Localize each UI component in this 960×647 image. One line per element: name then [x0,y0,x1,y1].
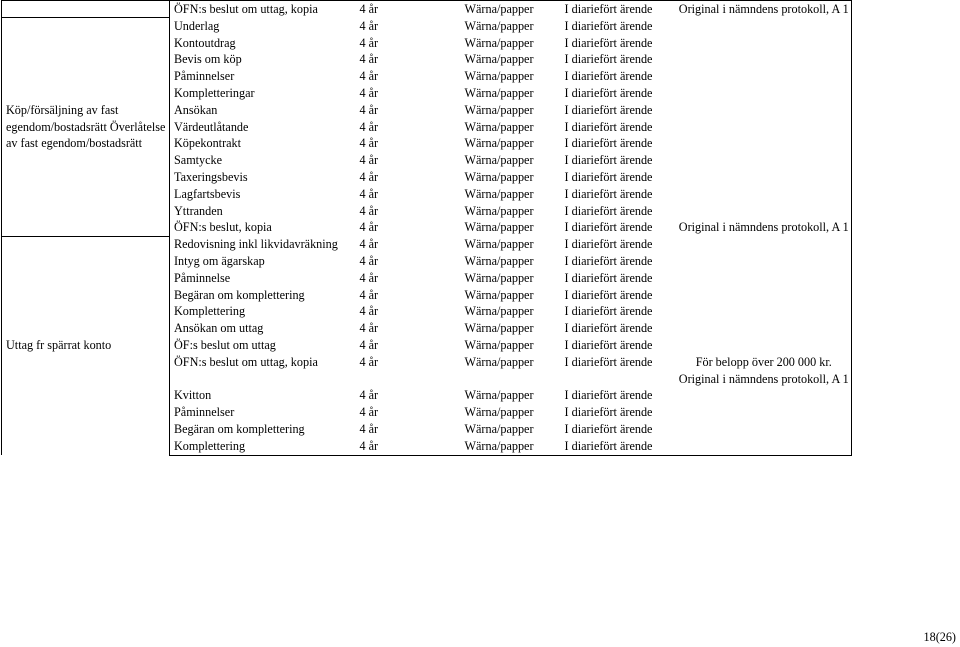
document-type-cell: Samtycke [174,153,223,168]
retention-time-cell: 4 år [359,388,379,403]
storage-place-cell: I diariefört ärende [564,35,653,50]
retention-time-cell: 4 år [359,321,379,336]
retention-time-cell: 4 år [359,186,379,201]
medium-cell: Wärna/papper [464,18,534,33]
medium-cell: Wärna/papper [464,388,534,403]
document-type-cell: Taxeringsbevis [174,169,248,184]
note-cell: Original i nämndens protokoll, A 1 [677,1,852,18]
document-type-cell: Intyg om ägarskap [174,253,265,268]
document-type-cell: Ansökan [174,102,218,117]
storage-place-cell: I diariefört ärende [564,287,653,302]
medium-cell: Wärna/papper [464,270,534,285]
medium-cell: Wärna/papper [464,52,534,67]
retention-time-cell: 4 år [359,35,379,50]
note-cell [677,169,852,186]
medium-cell: Wärna/papper [464,321,534,336]
retention-time-cell: 4 år [356,1,461,18]
document-type-cell: Bevis om köp [174,52,242,67]
note-cell [677,51,852,68]
retention-time-cell: 4 år [356,438,461,455]
document-type-cell: Komplettering [174,304,246,319]
retention-time-cell: 4 år [359,119,379,134]
medium-cell: Wärna/papper [464,253,534,268]
note-cell [677,18,852,35]
storage-place-cell: I diariefört ärende [564,253,653,268]
retention-time-cell: 4 år [359,52,379,67]
medium-cell: Wärna/papper [464,304,534,319]
note-cell: Original i nämndens protokoll, A 1 [677,219,852,236]
medium-cell: Wärna/papper [464,220,534,235]
medium-cell: Wärna/papper [464,186,534,201]
retention-time-cell: 4 år [359,18,379,33]
note-cell [677,236,852,253]
document-type-cell: Kompletteringar [174,85,255,100]
retention-time-cell: 4 år [359,287,379,302]
document-type-cell: Begäran om komplettering [174,421,305,436]
document-type-cell: ÖFN:s beslut om uttag, kopia [170,1,356,18]
retention-time-cell: 4 år [359,203,379,218]
category-cell: Köp/försäljning av fast egendom/bostadsrätt Överlåtelse av fast egendom/bostadsrätt [2,18,170,236]
storage-place-cell: I diariefört ärende [564,421,653,436]
document-type-cell: Värdeutlåtande [174,119,249,134]
retention-time-cell: 4 år [359,253,379,268]
note-cell [677,303,852,320]
retention-table [1,0,852,456]
retention-time-cell: 4 år [359,102,379,117]
note-cell [677,102,852,119]
storage-place-cell: I diariefört ärende [564,405,653,420]
retention-time-cell: 4 år [359,136,379,151]
note-cell [677,404,852,421]
storage-place-cell: I diariefört ärende [564,136,653,151]
document-type-cell: Komplettering [170,438,356,455]
table-row [2,1,852,18]
document-type-cell: Ansökan om uttag [174,321,264,336]
retention-time-cell: 4 år [359,304,379,319]
document-type-cell: Påminnelser [174,405,235,420]
note-cell: För belopp över 200 000 kr. Original i nämndens protokoll, A 1 [677,354,852,388]
retention-table-body [2,1,852,456]
category-cell [2,1,170,18]
medium-cell: Wärna/papper [461,438,561,455]
medium-cell: Wärna/papper [464,35,534,50]
storage-place-cell: I diariefört ärende [564,220,653,235]
note-cell [677,85,852,102]
retention-time-cell: 4 år [359,153,379,168]
note-cell [677,438,852,455]
document-type-cell: Kvitton [174,388,212,403]
storage-place-cell: I diariefört ärende [564,203,653,218]
retention-time-cell: 4 år [359,69,379,84]
storage-place-cell: I diariefört ärende [564,18,653,33]
note-cell [677,68,852,85]
storage-place-cell: I diariefört ärende [564,321,653,336]
storage-place-cell: I diariefört ärende [564,270,653,285]
retention-time-cell: 4 år [359,337,379,352]
storage-place-cell: I diariefört ärende [564,52,653,67]
medium-cell: Wärna/papper [464,354,534,369]
storage-place-cell: I diariefört ärende [564,119,653,134]
document-type-cell: Underlag [174,18,220,33]
note-cell [677,135,852,152]
document-type-cell: Köpekontrakt [174,136,242,151]
storage-place-cell: I diariefört ärende [564,388,653,403]
storage-place-cell: I diariefört ärende [561,438,677,455]
retention-time-cell: 4 år [359,169,379,184]
page-number: 18(26) [923,630,956,644]
document-type-cell: Påminnelse [174,270,231,285]
storage-place-cell: I diariefört ärende [564,169,653,184]
medium-cell: Wärna/papper [464,119,534,134]
storage-place-cell: I diariefört ärende [564,102,653,117]
document-type-cell: ÖF:s beslut om uttag [174,337,276,352]
storage-place-cell: I diariefört ärende [564,153,653,168]
document-type-cell: Begäran om komplettering [174,287,305,302]
medium-cell: Wärna/papper [464,203,534,218]
note-cell [677,35,852,52]
retention-time-cell: 4 år [359,405,379,420]
storage-place-cell: I diariefört ärende [564,186,653,201]
medium-cell: Wärna/papper [461,1,561,18]
note-cell [677,119,852,136]
medium-cell: Wärna/papper [464,405,534,420]
retention-time-cell: 4 år [359,354,379,369]
table-row [2,236,852,253]
retention-time-cell: 4 år [359,421,379,436]
category-cell: Uttag fr spärrat konto [2,236,170,455]
document-type-cell: Redovisning inkl likvidavräkning [174,237,338,252]
document-type-cell: Kontoutdrag [174,35,236,50]
note-cell [677,421,852,438]
retention-time-cell: 4 år [359,220,379,235]
note-cell [677,186,852,203]
storage-place-cell: I diariefört ärende [564,354,653,369]
storage-place-cell: I diariefört ärende [564,337,653,352]
storage-place-cell: I diariefört ärende [564,304,653,319]
document-type-cell: Yttranden [174,203,223,218]
note-cell [677,152,852,169]
medium-cell: Wärna/papper [464,169,534,184]
medium-cell: Wärna/papper [464,287,534,302]
document-type-cell: ÖFN:s beslut om uttag, kopia [174,354,318,369]
storage-place-cell: I diariefört ärende [564,69,653,84]
note-cell [677,387,852,404]
medium-cell: Wärna/papper [464,136,534,151]
storage-place-cell: I diariefört ärende [564,237,653,252]
medium-cell: Wärna/papper [464,102,534,117]
retention-time-cell: 4 år [359,237,379,252]
storage-place-cell: I diariefört ärende [561,1,677,18]
retention-time-cell: 4 år [359,270,379,285]
note-cell [677,337,852,354]
medium-cell: Wärna/papper [464,69,534,84]
document-type-cell: ÖFN:s beslut, kopia [174,220,272,235]
note-cell [677,203,852,220]
medium-cell: Wärna/papper [464,421,534,436]
note-cell [677,287,852,304]
note-cell [677,253,852,270]
medium-cell: Wärna/papper [464,85,534,100]
note-cell [677,270,852,287]
medium-cell: Wärna/papper [464,153,534,168]
storage-place-cell: I diariefört ärende [564,85,653,100]
document-type-cell: Påminnelser [174,69,235,84]
medium-cell: Wärna/papper [464,337,534,352]
retention-time-cell: 4 år [359,85,379,100]
table-row [2,18,852,35]
medium-cell: Wärna/papper [464,237,534,252]
note-cell [677,320,852,337]
document-type-cell: Lagfartsbevis [174,186,241,201]
